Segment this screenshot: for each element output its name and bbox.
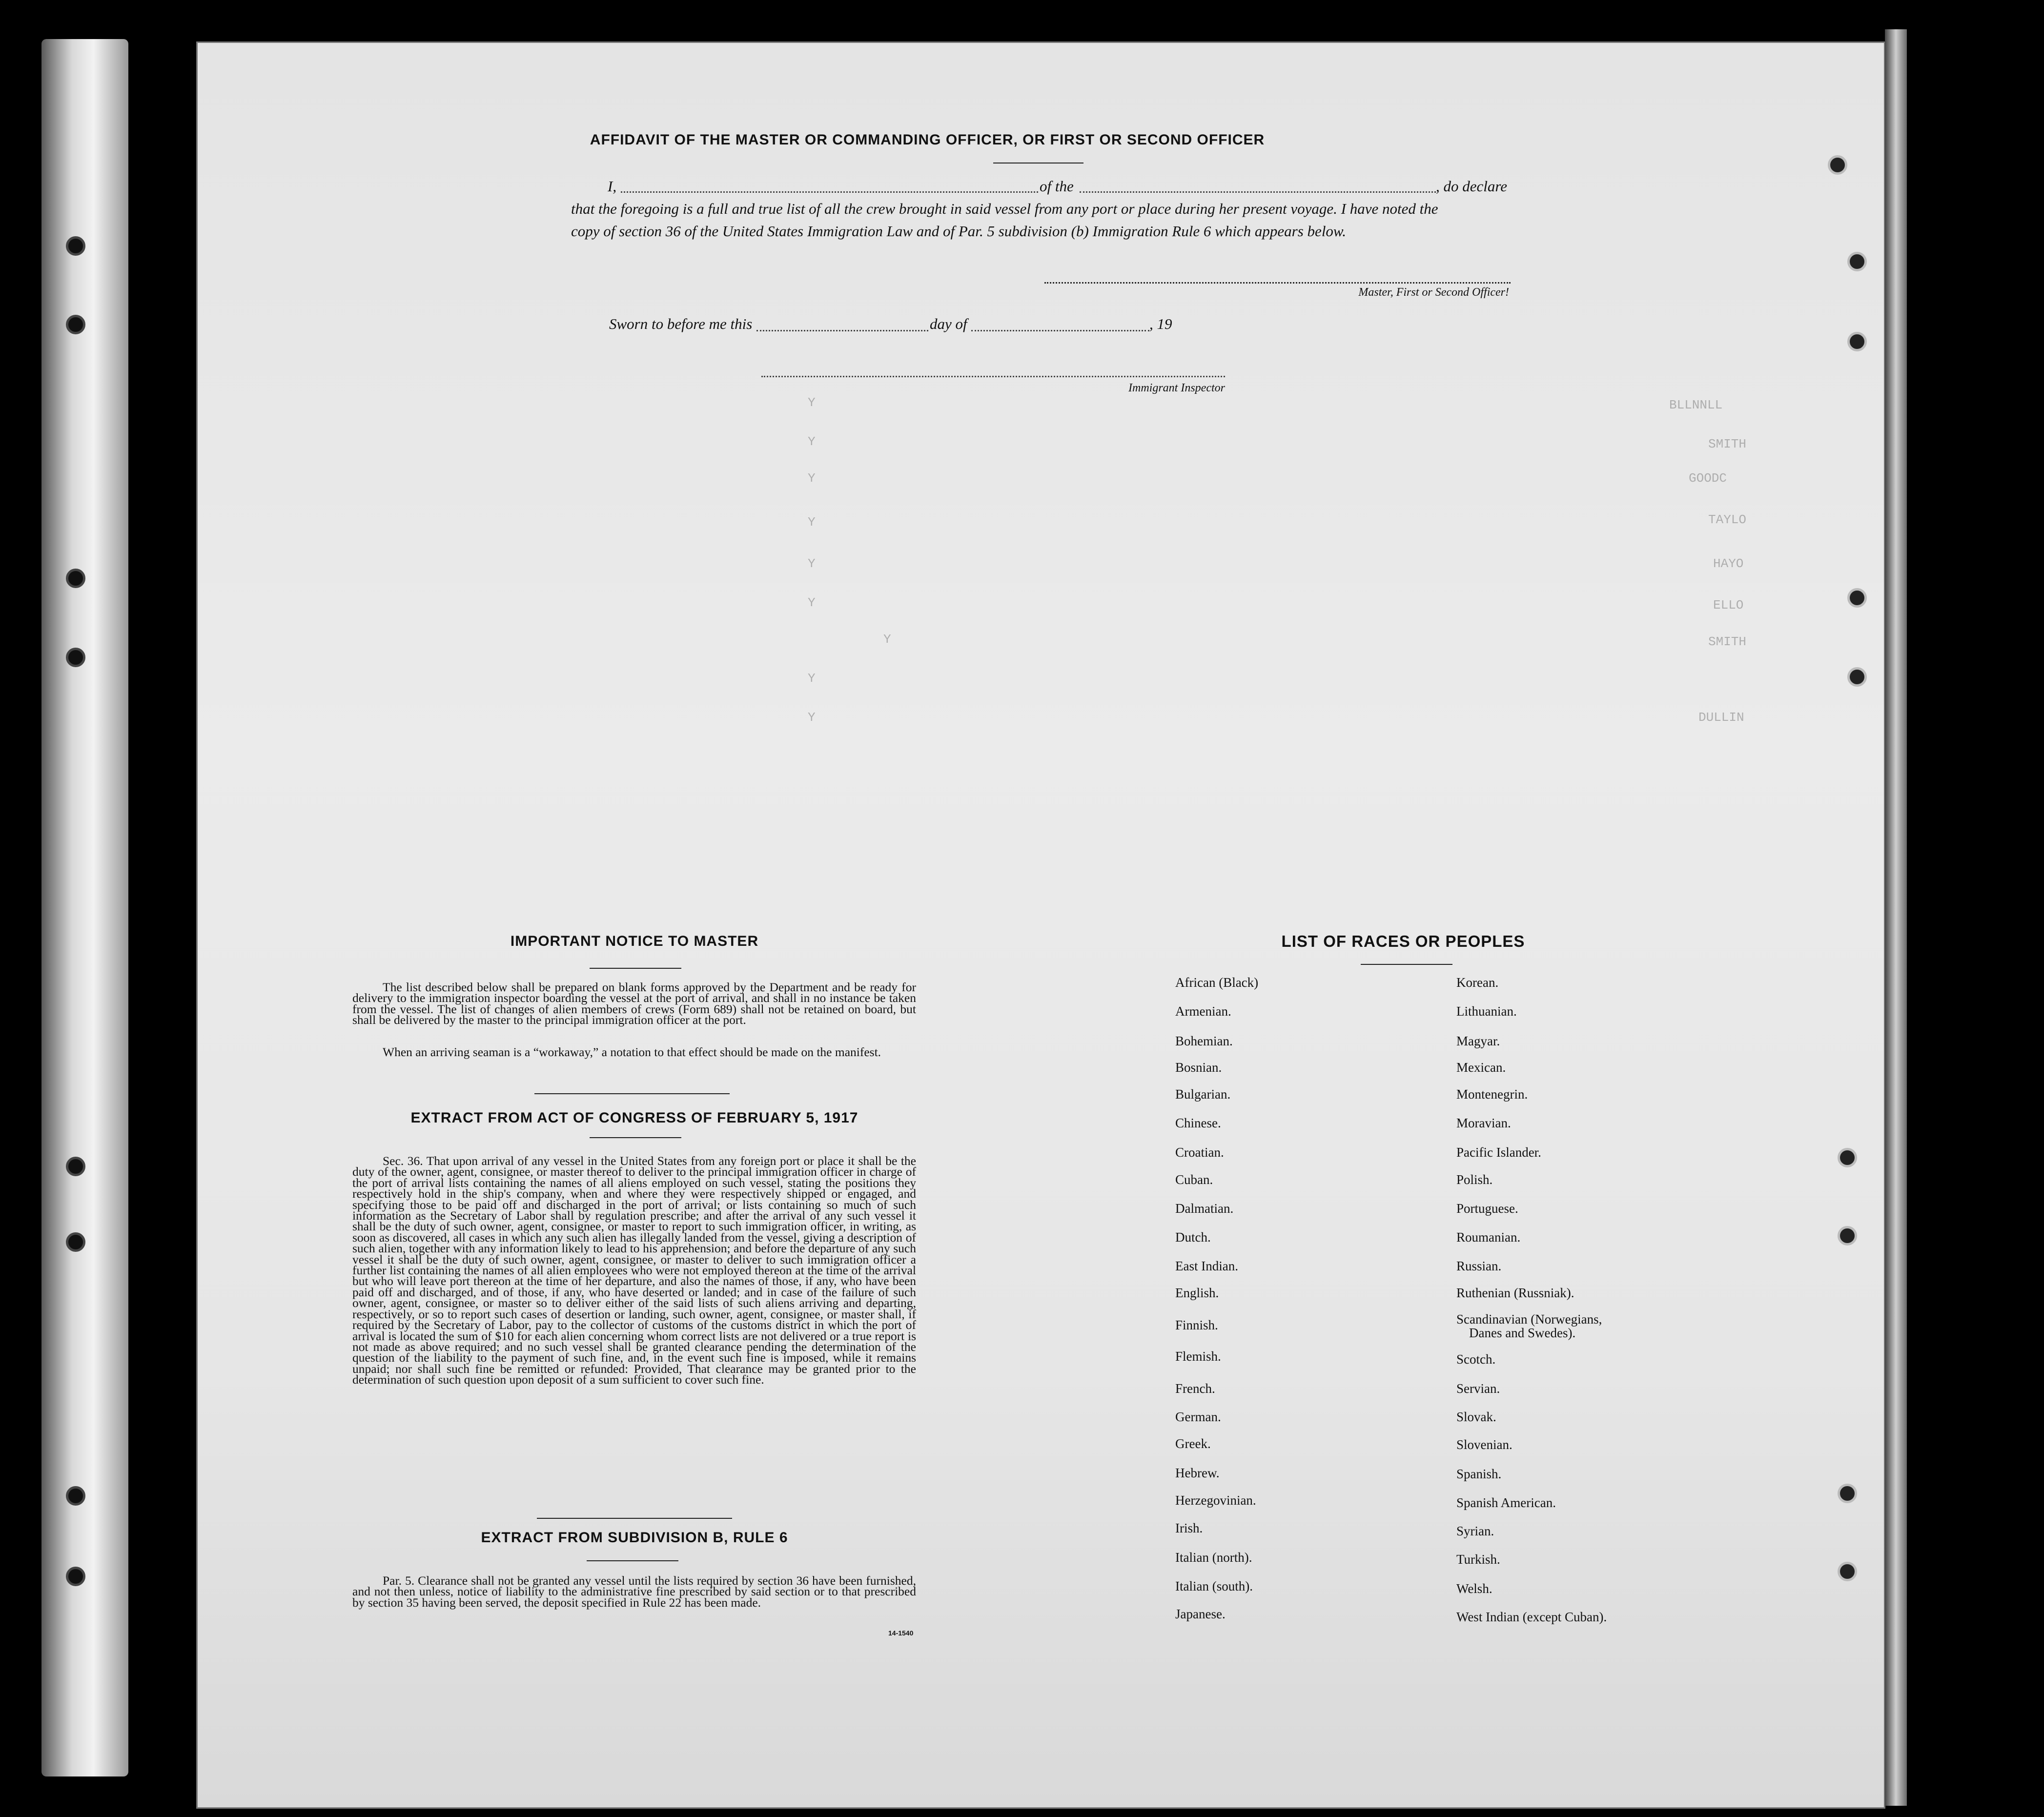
race-item: Flemish. (1175, 1349, 1221, 1364)
race-item: Croatian. (1175, 1145, 1224, 1160)
race-item: Italian (south). (1175, 1579, 1253, 1593)
sworn-year: , 19 (1149, 315, 1172, 332)
punch-hole (1838, 1484, 1857, 1503)
race-item: Ruthenian (Russniak). (1456, 1286, 1574, 1300)
signature-line (1044, 282, 1511, 284)
bleed-mark: Y (808, 556, 816, 571)
punch-hole (66, 569, 85, 588)
bleed-mark: Y (808, 395, 816, 410)
race-item: West Indian (except Cuban). (1456, 1610, 1607, 1624)
extract-act-text: Sec. 36. That upon arrival of any vessel in the United States from any foreign port or place it shall be the duty of the owner, agent, consignee, or master thereof to deliver to the principal immigration officer in charge of the port of arrival lists containing the names of all aliens employed on such vessel, stating the positions they respectively hold in the ship's company, when and where they were respectively shipped or engaged, and specifying those to be paid off and discharged in the port of arrival; or lists containing so much of such information as the Secretary of Labor shall by regulation prescribe; and after the arrival of any such vessel it shall be the duty of such owner, agent, consignee, or master to report to such immigration officer, in writing, as soon as discovered, all cases in which any such alien has illegally landed from the vessel, giving a description of such alien, together with any information likely to lead to his apprehension; and before the departure of any such vessel it shall be the duty of such owner, agent, consignee, or master to deliver to such immigration officer a further list containing the names of all alien employees who were not employed thereon at the time of the arrival but who will leave port thereon at the time of her departure, and also the names of those, if any, who have been paid off and discharged, and of those, if any, who have deserted or landed; and in case of the failure of such owner, agent, consignee, or master so to deliver either of the said lists of such aliens arriving and departing, respectively, or so to report such cases of desertion or landing, such owner, agent, consignee, or master shall, if required by the Secretary of Labor, pay to the collector of customs of the customs district in which the port of arrival is located the sum of $10 for each alien concerning whom correct lists are not delivered or a true report is not made as above required; and no such vessel shall be granted clearance pending the determination of the question of the liability to the payment of such fine, and, in the event such fine is imposed, while it remains unpaid; nor shall such fine be remitted or refunded: Provided, That clearance may be granted prior to the determination of such question upon deposit of a sum sufficient to cover such fine. (352, 1154, 916, 1387)
punch-hole (1828, 155, 1847, 175)
punch-hole (1847, 252, 1867, 271)
punch-hole (66, 1232, 85, 1252)
punch-hole (66, 648, 85, 667)
inspector-line (761, 376, 1225, 377)
race-item: Slovenian. (1456, 1437, 1513, 1452)
affidavit-line3: copy of section 36 of the United States Immigration Law and of Par. 5 subdivision (b) Immigration Rule 6 which appears below. (571, 223, 1347, 240)
race-item: Bosnian. (1175, 1060, 1222, 1075)
divider (537, 1518, 732, 1519)
punch-hole (66, 1567, 85, 1586)
signature-caption: Master, First or Second Officer! (1358, 286, 1509, 299)
race-item: Magyar. (1456, 1034, 1500, 1048)
affidavit-of-the: of the (1040, 178, 1074, 195)
form-number: 14-1540 (888, 1629, 914, 1637)
bleed-mark: Y (808, 471, 816, 486)
punch-hole (66, 315, 85, 334)
extract-rule-title: EXTRACT FROM SUBDIVISION B, RULE 6 (481, 1530, 788, 1546)
notice-title: IMPORTANT NOTICE TO MASTER (510, 933, 759, 949)
race-item: Roumanian. (1456, 1230, 1521, 1245)
race-item: Scotch. (1456, 1352, 1496, 1367)
punch-hole (1838, 1226, 1857, 1245)
bleed-name: SMITH (1708, 634, 1747, 649)
punch-hole (1847, 667, 1867, 687)
races-title: LIST OF RACES OR PEOPLES (1281, 932, 1525, 950)
affidavit-line2: that the foregoing is a full and true list of all the crew brought in said vessel from any port or place during her present voyage. I have noted the (571, 200, 1438, 217)
race-item: English. (1175, 1286, 1219, 1300)
race-item: Herzegovinian. (1175, 1493, 1256, 1508)
month-blank (971, 330, 1149, 331)
sworn-day-of: day of (930, 315, 967, 332)
punch-hole (1847, 588, 1867, 608)
race-item: East Indian. (1175, 1259, 1238, 1273)
punch-hole (66, 1486, 85, 1506)
punch-hole (66, 1157, 85, 1176)
punch-hole (1847, 332, 1867, 351)
race-item: Finnish. (1175, 1318, 1218, 1332)
race-item: Armenian. (1175, 1004, 1231, 1019)
race-item: Scandinavian (Norwegians, (1456, 1312, 1602, 1327)
bleed-name: TAYLO (1708, 512, 1747, 527)
race-item: Chinese. (1175, 1116, 1221, 1130)
race-item: Slovak. (1456, 1409, 1496, 1424)
notice-para2: When an arriving seaman is a “workaway,” a notation to that effect should be made on the manifest. (383, 1045, 881, 1059)
divider (590, 1137, 681, 1138)
race-item: Hebrew. (1175, 1466, 1220, 1480)
race-item: Spanish American. (1456, 1495, 1556, 1510)
race-item: Cuban. (1175, 1172, 1213, 1187)
race-item: Moravian. (1456, 1116, 1511, 1130)
vessel-blank (1080, 191, 1436, 193)
race-item: Welsh. (1456, 1581, 1492, 1596)
bleed-mark: Y (883, 632, 891, 647)
race-item: German. (1175, 1409, 1221, 1424)
divider (1361, 964, 1452, 965)
inspector-caption: Immigrant Inspector (1128, 382, 1225, 394)
race-item: French. (1175, 1381, 1215, 1396)
race-item: Mexican. (1456, 1060, 1506, 1075)
binding-strip (41, 39, 128, 1776)
race-item: Italian (north). (1175, 1550, 1252, 1565)
bleed-mark: Y (808, 434, 816, 449)
bleed-name: SMITH (1708, 437, 1747, 451)
affidavit-title: AFFIDAVIT OF THE MASTER OR COMMANDING OFFICER, OR FIRST OR SECOND OFFICER (590, 132, 1265, 148)
race-item: Greek. (1175, 1436, 1211, 1451)
race-item: Portuguese. (1456, 1201, 1518, 1216)
sworn-label: Sworn to before me this (609, 315, 753, 332)
race-item: Japanese. (1175, 1607, 1226, 1621)
race-item: Irish. (1175, 1521, 1203, 1535)
race-item: Spanish. (1456, 1467, 1502, 1481)
punch-hole (66, 236, 85, 256)
bleed-mark: Y (808, 710, 816, 725)
affidavit-i: I, (608, 178, 617, 195)
bleed-name: HAYO (1713, 556, 1744, 571)
bleed-name: BLLNNLL (1669, 398, 1723, 412)
race-item: African (Black) (1175, 975, 1259, 990)
race-item: Servian. (1456, 1381, 1500, 1396)
divider (590, 968, 681, 969)
race-item: Polish. (1456, 1172, 1493, 1187)
bleed-mark: Y (808, 595, 816, 610)
race-item: Syrian. (1456, 1524, 1494, 1538)
extract-rule-text: Par. 5. Clearance shall not be granted any vessel until the lists required by section 36 have been furnished, and not then unless, notice of liability to the administrative fine prescribed by said section or to that prescribed by section 35 having been served, the deposit specified in Rule 22 has been made. (352, 1573, 916, 1610)
race-item: Danes and Swedes). (1469, 1326, 1576, 1340)
bleed-name: GOODC (1689, 471, 1727, 486)
bleed-name: DULLIN (1698, 710, 1744, 725)
day-blank (756, 330, 928, 331)
race-item: Bulgarian. (1175, 1087, 1231, 1102)
race-item: Korean. (1456, 975, 1499, 990)
race-item: Montenegrin. (1456, 1087, 1528, 1102)
name-blank (621, 191, 1038, 193)
divider (534, 1093, 730, 1094)
divider (587, 1560, 678, 1561)
race-item: Turkish. (1456, 1552, 1500, 1567)
race-item: Russian. (1456, 1259, 1502, 1273)
race-item: Pacific Islander. (1456, 1145, 1541, 1160)
notice-para1: The list described below shall be prepared on blank forms approved by the Department and be ready for delivery to the immigration inspector boarding the vessel at the port of arrival, and shall in no instance be taken from the vessel. The list of changes of alien members of crews (Form 689) shall not be retained on board, but shall be delivered by the master to the principal immigration officer at the port. (352, 980, 916, 1027)
race-item: Lithuanian. (1456, 1004, 1517, 1019)
bleed-mark: Y (808, 515, 816, 530)
bleed-name: ELLO (1713, 598, 1744, 612)
bleed-mark: Y (808, 671, 816, 686)
punch-hole (1838, 1562, 1857, 1581)
extract-act-title: EXTRACT FROM ACT OF CONGRESS OF FEBRUARY 5, 1917 (410, 1110, 858, 1126)
race-item: Dutch. (1175, 1230, 1211, 1245)
race-item: Dalmatian. (1175, 1201, 1234, 1216)
punch-hole (1838, 1148, 1857, 1167)
page-edge (1885, 29, 1907, 1806)
affidavit-declare: , do declare (1436, 178, 1508, 195)
race-item: Bohemian. (1175, 1034, 1233, 1048)
